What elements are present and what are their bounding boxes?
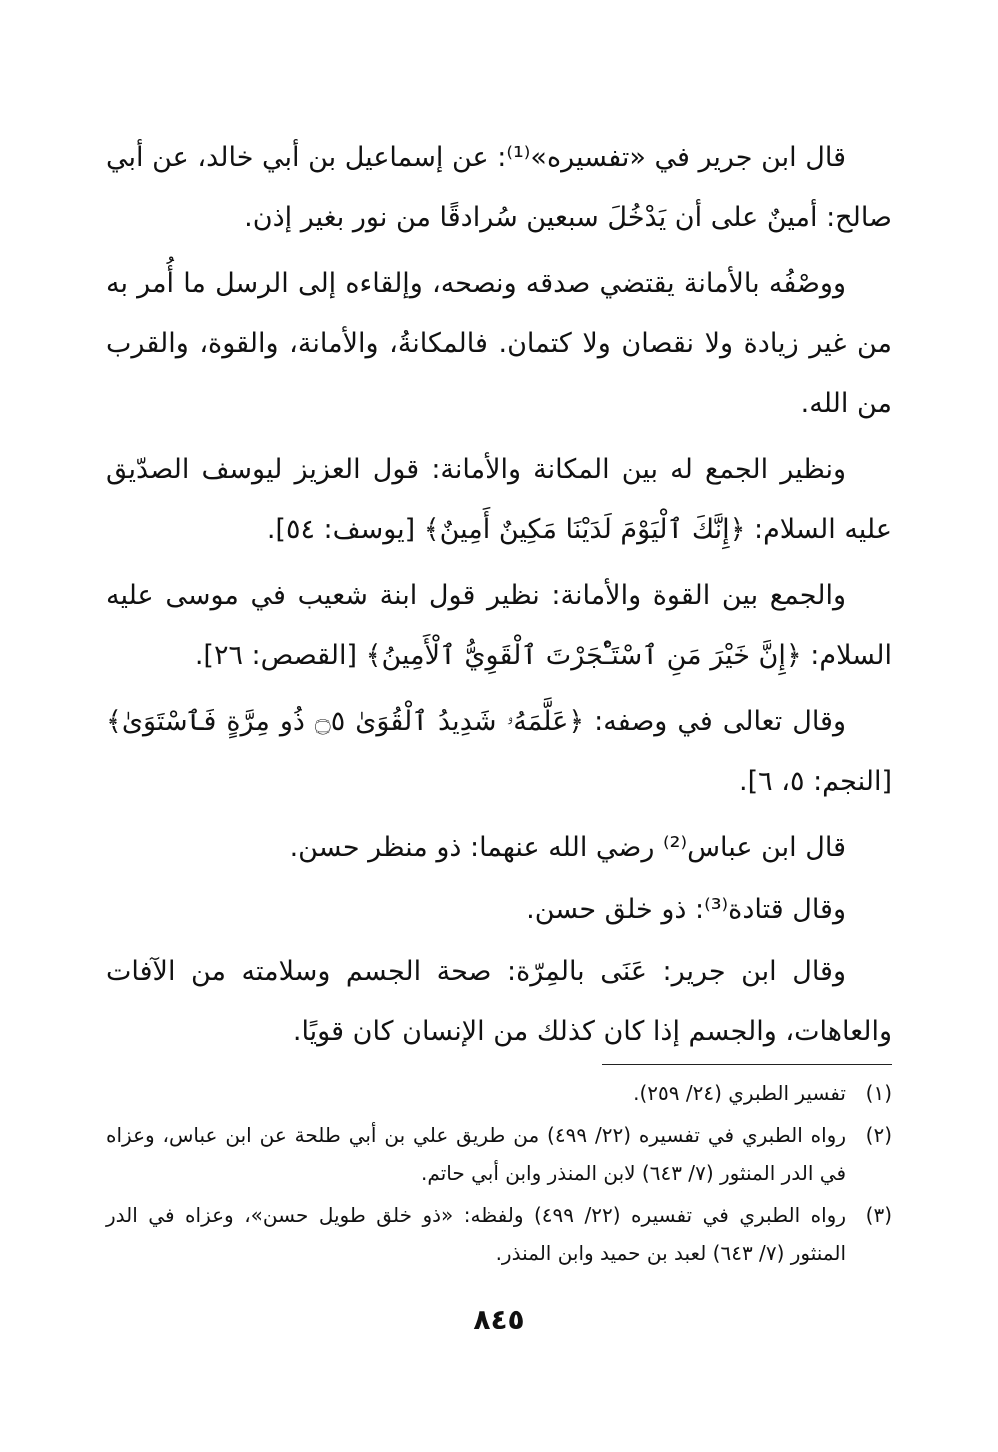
footnote-text: تفسير الطبري (٢٤/ ٢٥٩). bbox=[633, 1081, 846, 1105]
paragraph-makana-amana: ونظير الجمع له بين المكانة والأمانة: قول العزيز ليوسف الصدّيق عليه السلام: ﴿إِنَّكَ ٱلْيَوْمَ لَدَيْنَا مَكِينٌ أَمِينٌ﴾ [يوسف: ٥٤]. bbox=[106, 454, 892, 545]
footnote-number: (٣) bbox=[865, 1203, 892, 1227]
page-number: ٨٤٥ bbox=[473, 1303, 525, 1336]
footnote-item bbox=[106, 1116, 892, 1192]
footnote-number: (٢) bbox=[865, 1123, 892, 1147]
footnote-number: (١) bbox=[865, 1081, 892, 1105]
footnote-item bbox=[106, 1196, 892, 1272]
paragraph-amana-description: ووصْفُه بالأمانة يقتضي صدقه ونصحه، وإلقاءه إلى الرسل ما أُمر به من غير زيادة ولا نقصان ولا كتمان. فالمكانةُ، والأمانة، والقوة، والقرب من الله. bbox=[106, 268, 892, 419]
paragraph-qatada: وقال قتادة⁽³⁾: ذو خلق حسن. bbox=[526, 894, 846, 925]
main-text bbox=[106, 128, 892, 1068]
footnote-text: رواه الطبري في تفسيره (٢٢/ ٤٩٩) ولفظه: «ذو خلق طويل حسن»، وعزاه في الدر المنثور (٧/ ٦٤٣) لعبد بن حميد وابن المنذر. bbox=[106, 1203, 846, 1265]
paragraph-najm-verse: وقال تعالى في وصفه: ﴿عَلَّمَهُۥ شَدِيدُ ٱلْقُوَىٰ ۝٥ ذُو مِرَّةٍ فَٱسْتَوَىٰ﴾ [النجم: ٥، ٦]. bbox=[106, 706, 892, 797]
paragraph-ibn-jarir-tafsir: قال ابن جرير في «تفسيره»⁽¹⁾: عن إسماعيل بن أبي خالد، عن أبي صالح: أمينٌ على أن يَدْخُلَ سبعين سُرادقًا من نور بغير إذن. bbox=[106, 142, 892, 233]
footnote-item bbox=[106, 1074, 892, 1112]
footnote-divider bbox=[602, 1064, 892, 1065]
footnotes bbox=[106, 1074, 892, 1276]
paragraph-quwwa-amana: والجمع بين القوة والأمانة: نظير قول ابنة شعيب في موسى عليه السلام: ﴿إِنَّ خَيْرَ مَنِ ٱسْتَـْٔجَرْتَ ٱلْقَوِيُّ ٱلْأَمِينُ﴾ [القصص: ٢٦]. bbox=[106, 580, 892, 671]
paragraph-ibn-abbas: قال ابن عباس⁽²⁾ رضي الله عنهما: ذو منظر حسن. bbox=[289, 832, 846, 863]
paragraph-mirra-meaning: وقال ابن جرير: عَنَى بالمِرّة: صحة الجسم وسلامته من الآفات والعاهات، والجسم إذا كان كذلك من الإنسان كان قويًا. bbox=[106, 956, 892, 1047]
footnote-text: رواه الطبري في تفسيره (٢٢/ ٤٩٩) من طريق علي بن أبي طلحة عن ابن عباس، وعزاه في الدر المنثور (٧/ ٦٤٣) لابن المنذر وابن أبي حاتم. bbox=[106, 1123, 846, 1185]
